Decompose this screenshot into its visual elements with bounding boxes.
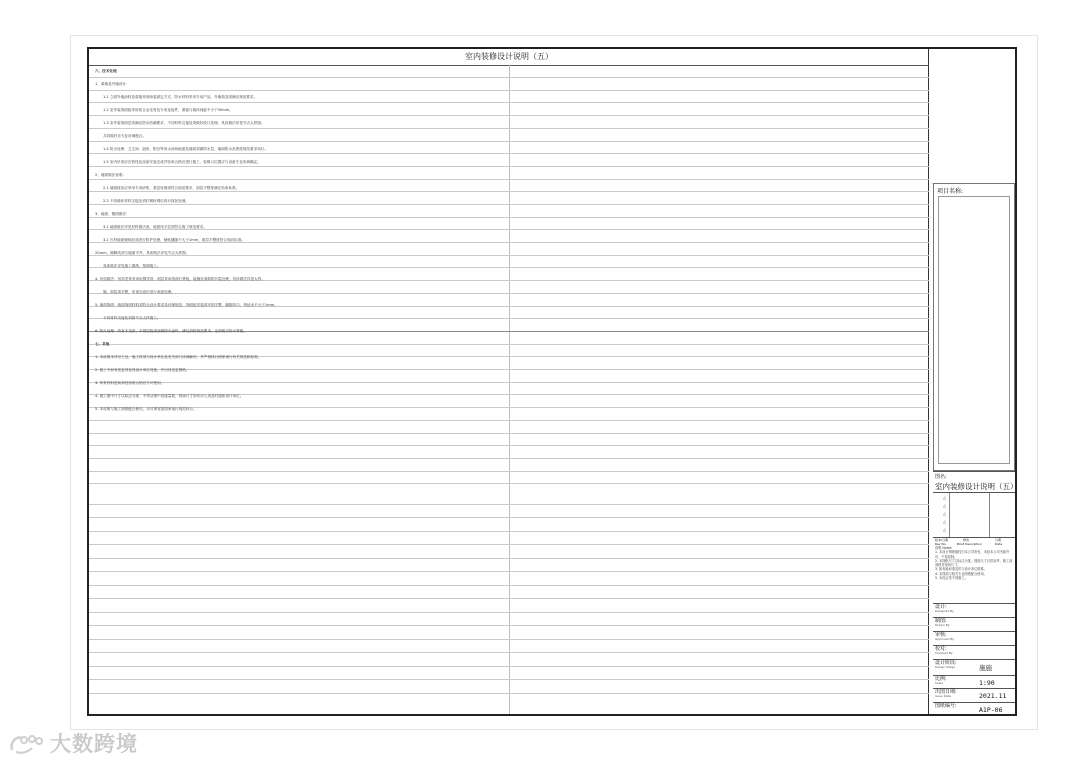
table-row-line	[89, 483, 929, 484]
note-line: 施，面层须平整，吊顶完成后进行表面处理。	[103, 290, 175, 294]
field-label-sub: Approved By	[935, 637, 955, 641]
project-name-field	[938, 196, 1010, 464]
watermark	[8, 728, 138, 758]
title-block-blank	[931, 49, 1015, 184]
field-label-text: 设计阶段:	[935, 660, 957, 666]
table-row-line	[89, 229, 929, 230]
table-row-line	[89, 458, 929, 459]
field-value: A1P-06	[979, 706, 1003, 714]
note-line: 4. 施工图中尺寸以标注为准，不得从图中直接量取，现场尺寸如有出入须及时通知设计单位。	[95, 394, 244, 398]
table-row-line	[89, 471, 929, 472]
field-label	[935, 690, 957, 698]
rev-header-no-sub: Rev No.	[935, 542, 947, 546]
field-label-sub: Issue Date	[935, 694, 951, 698]
revision-table	[933, 493, 1015, 537]
note-line: 六、技术处理	[95, 69, 117, 73]
title-block-notes	[933, 545, 1015, 603]
note-line: 2. 施工中如有变更须征得设计单位同意，并出具变更图纸。	[95, 368, 190, 372]
title-block-notes-label: 说明 Notes	[935, 546, 952, 550]
field-label-text: 校对:	[935, 646, 947, 652]
table-row-line	[89, 544, 929, 545]
rev-header-date: 日期	[995, 538, 1002, 542]
table-row-line	[89, 625, 929, 626]
rev-header-date-sub: Date	[995, 542, 1003, 546]
field-label-text: 比例:	[935, 676, 947, 682]
table-row-line	[89, 217, 929, 218]
table-row-line	[89, 191, 929, 192]
rev-header-desc: 修改	[963, 538, 970, 542]
note-line: 1、幕墙及外墙设计：	[95, 82, 130, 86]
table-row-line	[89, 639, 929, 640]
field-label-sub: Drawn By	[935, 623, 950, 627]
table-row-line	[89, 318, 929, 319]
table-row-line	[89, 445, 929, 446]
table-row-line	[89, 517, 929, 518]
field-label-text: 设计:	[935, 604, 947, 610]
title-block-note: 3. 如有疑问请及时与设计单位联系。	[935, 567, 987, 572]
note-line: 5. 墙面饰面：墙面饰面材料须符合设计要求及环保规范，饰面板安装须牢固平整，缝隙均匀，每延米不大于1mm。	[95, 303, 278, 307]
table-row-line	[89, 77, 929, 78]
note-line: 3.1 地面做法详见材料做法表，地面找平层须符合施工规范要求。	[103, 225, 207, 229]
field-label-sub: Scale	[935, 681, 944, 685]
field-label	[935, 677, 947, 685]
note-line: 不同材料交接处须按节点大样施工。	[103, 316, 161, 320]
note-line: 4. 吊顶做法：吊顶龙骨采用轻钢龙骨，面层采用纸面石膏板，接缝处须做防开裂处理，具体做法详见大样。	[95, 277, 265, 281]
note-line: 2.1 墙面抹灰应采用专用砂浆，基层处理须符合规范要求，面层平整度满足验收标准。	[103, 186, 240, 190]
rev-col-line	[989, 493, 990, 537]
project-name-label: 项目名称:	[937, 188, 964, 195]
table-row-line	[89, 558, 929, 559]
revision-triangle-icon: △	[943, 511, 947, 516]
table-row-line	[89, 433, 929, 434]
document-title: 室内装修设计说明（五）	[89, 49, 929, 66]
field-label-text: 图纸编号:	[935, 703, 957, 709]
notes-area	[89, 49, 929, 714]
divider	[933, 471, 1015, 472]
field-value: 施施	[979, 664, 992, 672]
field-label-text: 制图:	[935, 618, 947, 624]
title-block-note: 2. 本图纸尺寸以标注为准，图面尺寸仅供参考，施工前须核对现场尺寸。	[935, 558, 1013, 568]
field-label-sub: Designed By	[935, 609, 954, 613]
field-label	[935, 647, 953, 655]
table-row-line	[89, 153, 929, 154]
revision-triangle-icon: △	[943, 519, 947, 524]
table-row-line	[89, 128, 929, 129]
table-row-line	[89, 115, 929, 116]
table-row-line	[89, 382, 929, 383]
field-label-text: 出图日期:	[935, 689, 957, 695]
table-row-line	[89, 166, 929, 167]
note-line: 七、其他	[95, 342, 110, 346]
table-row-line	[89, 344, 929, 345]
rev-col-line	[949, 493, 950, 537]
note-line: 2、墙面做法说明：	[95, 173, 127, 177]
table-row-line	[89, 102, 929, 103]
field-value: 2021.11	[979, 692, 1007, 700]
project-name-box	[933, 183, 1015, 471]
table-row-line	[89, 679, 929, 680]
table-row-line	[89, 179, 929, 180]
title-block-note: 4. 本图须与相关专业图纸配合使用。	[935, 571, 987, 576]
revision-triangle-icon: △	[943, 503, 947, 508]
table-row-line	[89, 666, 929, 667]
note-line: 1.5 室内吊顶应在管线及设备安装完成并验收合格后进行施工，检修口位置应与设备专业协调确定。	[103, 160, 261, 164]
note-line: 20mm，踢脚线须与墙面平齐，具体做法详见节点大样图。	[95, 251, 190, 255]
table-row-line	[89, 293, 929, 294]
note-line: 2.2 不同墙体材料交接处须钉钢丝网后再行抹灰处理。	[103, 199, 189, 203]
revision-triangle-icon: △	[943, 495, 947, 500]
field-label-sub: Checked By	[935, 651, 953, 655]
note-line: 1. 本说明未详尽之处，施工时须与设计单位及有关部门协商解决，并严格执行国家现行有关规范和标准。	[95, 355, 262, 359]
table-row-line	[89, 612, 929, 613]
note-line: 3.2 石材地面铺贴前须进行防护处理，铺贴缝隙不大于1mm，面层平整度符合验收标准。	[103, 238, 245, 242]
rev-header-desc-sub: Brief Description	[957, 542, 983, 546]
field-label	[935, 633, 954, 641]
note-line: 3. 所有材料进场须经验收合格后方可使用。	[95, 381, 165, 385]
table-row-line	[89, 141, 929, 142]
table-row-line	[89, 90, 929, 91]
table-row-line	[89, 652, 929, 653]
table-row-line	[89, 693, 929, 694]
table-row-line	[89, 204, 929, 205]
field-value: 1:90	[979, 679, 995, 687]
note-line: 具体做法详见施工图纸，按图施工。	[103, 264, 161, 268]
table-row-line	[89, 407, 929, 408]
note-line: 1.1 立面外墙涂料及幕墙采用暗装固定方式，防水材料采用专用产品，外墙构造须满足规范要求。	[103, 95, 258, 99]
note-line: 共同做好各专业协调配合。	[103, 134, 147, 138]
title-block	[931, 49, 1018, 714]
title-block-note: 1. 本设计图纸版权归本公司所有，未经本公司书面许可，不得复制。	[935, 550, 1010, 559]
drawing-frame	[87, 47, 1017, 716]
title-block-note: 5. 未经会签不得施工。	[935, 576, 968, 581]
revision-triangle-icon: △	[943, 527, 947, 532]
table-row-line	[89, 369, 929, 370]
note-line: 1.3 室外装饰面层须满足防水防潮要求，不同材料交接处须做好收口处理，具体做法详见节点大样图。	[103, 121, 265, 125]
note-line: 6. 防火处理：所有木龙骨、木基层板须涂刷防火涂料，满足消防规范要求，达到相应防火等级。	[95, 329, 247, 333]
field-label	[935, 619, 950, 627]
field-label-text: 审核:	[935, 632, 947, 638]
field-label	[935, 605, 954, 613]
table-row-line	[89, 531, 929, 532]
note-line: 5. 本说明与施工图纸配合使用，未尽事宜按国家现行规范执行。	[95, 407, 197, 411]
table-row-line	[89, 598, 929, 599]
note-line: 1.2 室外装饰面板采用铝合金龙骨及专用连接件，面板与墙体间距不小于30mm。	[103, 108, 233, 112]
table-row-line	[89, 504, 929, 505]
table-row-line	[89, 585, 929, 586]
drawing-name: 室内装修设计说明（五）	[935, 482, 1018, 491]
table-row-line	[89, 267, 929, 268]
drawing-name-label: 图名:	[935, 474, 947, 480]
watermark-text: 大数跨境	[50, 732, 138, 756]
table-row-line	[89, 255, 929, 256]
note-line: 3、地面、楼面做法：	[95, 212, 130, 216]
watermark-logo-icon	[8, 730, 44, 756]
note-line: 1.4 防水处理：卫生间、厨房、阳台等用水房间地面及墙面须做防水层，墙面防水高度按规范要求执行。	[103, 147, 268, 151]
field-label	[935, 704, 957, 709]
rev-header-no: 版本/日期	[935, 538, 949, 542]
column-divider	[509, 65, 510, 714]
field-label-sub: Design Stage	[935, 665, 955, 669]
table-row-line	[89, 420, 929, 421]
table-row-line	[89, 571, 929, 572]
field-label	[935, 661, 957, 669]
